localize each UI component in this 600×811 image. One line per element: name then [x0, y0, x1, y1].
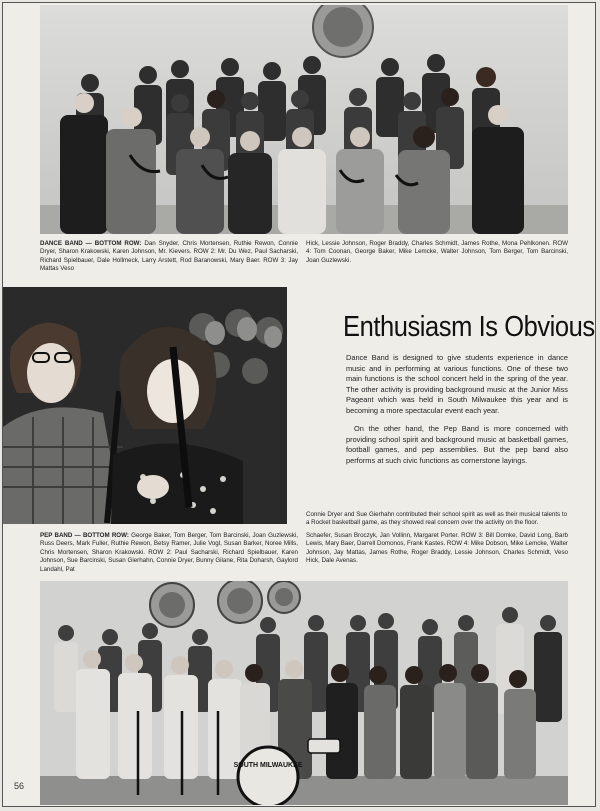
article-paragraph-2: On the other hand, the Pep Band is more concerned with providing school spirit and background music at basketball games, football games, and pep assemblies. But the pep band also performs at such civic functions as cornerstone layings.	[346, 424, 568, 465]
pep-band-candid-photo	[3, 287, 287, 524]
dance-band-caption-left	[40, 240, 298, 274]
candid-photo-caption: Connie Dryer and Sue Gierhahn contributed their school spirit as well as their musical talents to a Rocket basketball game, as they showed real concern over the activity on the floor.	[306, 511, 568, 527]
pep-band-caption-right	[306, 532, 568, 566]
dance-band-caption-right	[306, 240, 568, 265]
pep-band-caption-left	[40, 532, 298, 574]
caption-names: George Baker, Tom Berger, Tom Barcinski, Joan Guzlewski, Russ Deers, Mark Fuller, Ruthie Rewon, Betsy Ramer, Julie Vogl, Susan Barker, Noree Mills, Chris Mortensen, Sharon Krakowski. ROW 2: Paul Sacharski, Richard Spielbauer, Karen Johnson, Sue Barcinski, Susan Gierhahn, Connie Dryer, Bunny Gilane, Rita Doharsh, Gaylord Landahl, Pat	[40, 532, 298, 573]
page-number: 56	[14, 781, 25, 791]
caption-names: Schaefer, Susan Broczyk, Jan Vollinn, Margaret Porter. ROW 3: Bill Domke, David Long, Barb Lewis, Mary Baer, Darrell Domonos, Frank Kastes. ROW 4: Mike Dobson, Mike Lemcke, Walter Johnson, Jay Mattas, James Rothe, Roger Braddy, Lessie Johnson, Charles Schmidt, Veso Hick, Dale Avenas.	[306, 532, 568, 565]
drum-label: SOUTH MILWAUKEE	[233, 762, 303, 769]
article-paragraph-1: Dance Band is designed to give students experience in dance music and in performing at various functions. One of these two main functions is the school concert held in the spring of the year. The other activity is providing background music at the Junior Miss Pageant which was held in South Milwaukee this year and is becoming a more spectacular event each year.	[346, 353, 568, 415]
article-title: Enthusiasm Is Obvious	[343, 311, 595, 343]
caption-lead: PEP BAND — BOTTOM ROW:	[40, 532, 129, 539]
pep-band-group-photo	[40, 581, 568, 805]
dance-band-photo	[40, 5, 568, 234]
caption-names: Dan Snyder, Chris Mortensen, Ruthie Rewon, Connie Dryer, Sharon Krakowski, Karen Johnson, Mr. Kievers. ROW 2: Mr. Du Wez, Paul Sacharski, Richard Spielbauer, Dale Hollmeck, Larry Arstett, Rod Baranowski, Mary Baer. ROW 3: Jay Mattas Veso	[40, 240, 298, 273]
caption-lead: DANCE BAND — BOTTOM ROW:	[40, 240, 142, 247]
caption-names: Hick, Lessie Johnson, Roger Braddy, Charles Schmidt, James Rothe, Mona Pehlkonen. ROW 4: Tom Coonan, George Baker, Mike Lemcke, Walter Johnson, Tom Berger, Tom Barcinski, Joan Guzlewski.	[306, 240, 568, 264]
